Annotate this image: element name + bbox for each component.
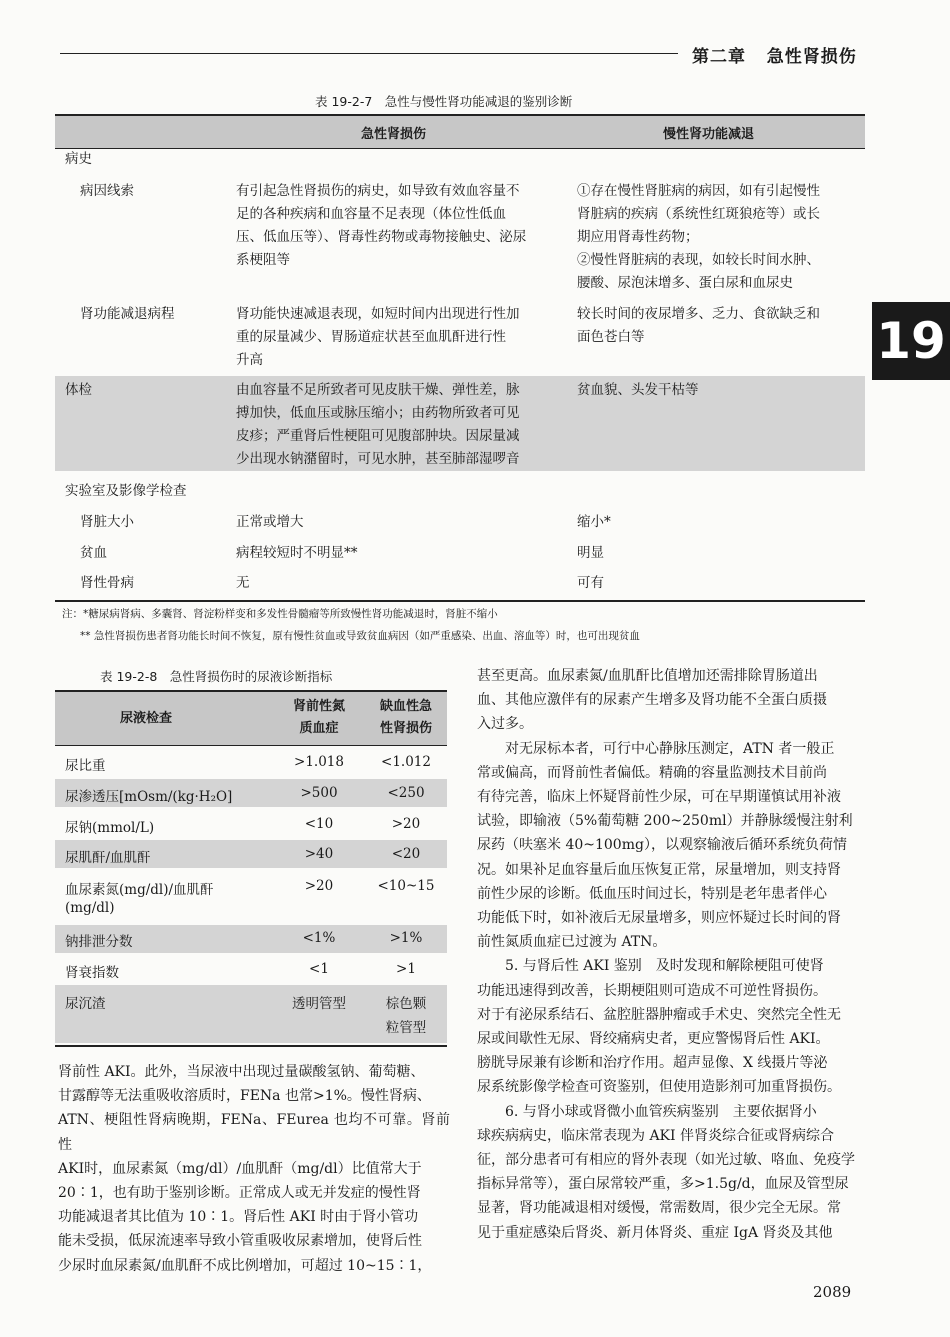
table2-row-a: <1 bbox=[309, 961, 329, 977]
table1-anemia-chronic: 明显 bbox=[577, 545, 604, 561]
text-line: 入过多。 bbox=[477, 716, 533, 733]
text-line: 肾脏病的疾病（系统性红斑狼疮等）或长 bbox=[577, 206, 820, 222]
text-line: 况。如果补足血容量后血压恢复正常，尿量增加，则支持肾 bbox=[477, 861, 841, 878]
text-line: ATN、梗阻性肾病晚期，FENa、FEurea 也均不可靠。肾前性 bbox=[58, 1112, 450, 1153]
table1-anemia-acute: 病程较短时不明显** bbox=[236, 545, 358, 561]
text-line: 肾前性 AKI。此外，当尿液中出现过量碳酸氢钠、葡萄糖、 bbox=[58, 1064, 425, 1080]
table1-exam-acute bbox=[236, 379, 561, 471]
text-line: 较长时间的夜尿增多、乏力、食欲缺乏和 bbox=[577, 306, 820, 322]
table2-row-label: 尿比重 bbox=[65, 758, 106, 774]
text-line: 见于重症感染后肾炎、新月体肾炎、重症 IgA 肾炎及其他 bbox=[477, 1224, 833, 1241]
running-header bbox=[692, 42, 857, 67]
table1-exam-chronic: 贫血貌、头发干枯等 bbox=[577, 382, 699, 398]
table2-caption: 表 19-2-8 急性肾损伤时的尿液诊断指标 bbox=[100, 669, 333, 684]
text-line: 系梗阻等 bbox=[236, 252, 290, 268]
table2-row-b-cont: 粒管型 bbox=[385, 1020, 427, 1036]
table2-h1: 尿液检查 bbox=[120, 711, 173, 726]
table2-row-b: <1.012 bbox=[381, 754, 431, 770]
table1-col-chronic: 慢性肾功能减退 bbox=[663, 127, 755, 142]
table2-row-b: 棕色颗 bbox=[385, 996, 427, 1012]
table2-row-a: 透明管型 bbox=[292, 996, 346, 1012]
text-line: 由血容量不足所致者可见皮肤干燥、弹性差，脉 bbox=[236, 382, 520, 398]
text-line: 指标异常等），蛋白尿常较严重，多>1.5g/d，血尿及管型尿 bbox=[477, 1176, 849, 1193]
table2-row-b: <20 bbox=[391, 846, 421, 862]
table2-row-label: 尿渗透压[mOsm/(kg·H₂O] bbox=[65, 789, 233, 805]
table1-caption: 表 19-2-7 急性与慢性肾功能减退的鉴别诊断 bbox=[315, 94, 573, 109]
table2-row-a: <10 bbox=[304, 816, 334, 832]
header-line: 缺血性急 bbox=[379, 699, 432, 714]
table2-h2 bbox=[274, 696, 364, 740]
table2-row-label-cont: (mg/dl) bbox=[65, 900, 115, 916]
table1-note-1: 注：*糖尿病肾病、多囊肾、肾淀粉样变和多发性骨髓瘤等所致慢性肾功能减退时，肾脏不缩小 bbox=[62, 608, 498, 620]
text-line: 功能低下时，如补液后无尿量增多，则应怀疑过长时间的肾 bbox=[477, 910, 841, 927]
table1-anemia-label: 贫血 bbox=[80, 545, 107, 561]
table1-bone-acute: 无 bbox=[236, 575, 250, 591]
text-line: 重的尿量减少、胃肠道症状甚至血肌酐进行性 bbox=[236, 329, 506, 345]
table2-row-b: >1% bbox=[389, 930, 423, 946]
header-rule bbox=[60, 53, 678, 54]
table2-row-b: <250 bbox=[387, 785, 425, 801]
text-line: 20∶1，也有助于鉴别诊断。正常成人或无并发症的慢性肾 bbox=[58, 1185, 421, 1202]
text-line: 甚至更高。血尿素氮/血肌酐比值增加还需排除胃肠道出 bbox=[477, 668, 818, 684]
table1-note-2: ** 急性肾损伤患者肾功能长时间不恢复，原有慢性贫血或导致贫血病因（如严重感染、出血、溶血等）时，也可出现贫血 bbox=[80, 630, 640, 642]
text-line: 功能减退者其比值为 10∶1。肾后性 AKI 时由于肾小管功 bbox=[58, 1209, 419, 1226]
text-line: 面色苍白等 bbox=[577, 329, 645, 345]
table2-row-label: 尿肌酐/血肌酐 bbox=[65, 850, 151, 866]
text-line: 5. 与肾后性 AKI 鉴别 及时发现和解除梗阻可使肾 bbox=[477, 958, 824, 975]
text-line: 搏加快，低血压或脉压缩小；由药物所致者可见 bbox=[236, 405, 520, 421]
text-line: 尿系统影像学检查可资鉴别，但使用造影剂可加重肾损伤。 bbox=[477, 1079, 841, 1096]
text-line: 显著，肾功能减退相对缓慢，常需数周，很少完全无尿。常 bbox=[477, 1200, 841, 1217]
table2-row-label: 钠排泄分数 bbox=[65, 934, 133, 950]
left-column-text bbox=[58, 1060, 450, 1278]
table1-course-label: 肾功能减退病程 bbox=[80, 306, 175, 322]
header-line: 性肾损伤 bbox=[379, 721, 432, 736]
text-line: ②慢性肾脏病的表现，如较长时间水肿、 bbox=[577, 252, 820, 268]
text-line: 足的各种疾病和血容量不足表现（体位性低血 bbox=[236, 206, 506, 222]
text-line: 能未受损，低尿流速率导致小管重吸收尿素增加，使肾后性 bbox=[58, 1233, 422, 1250]
table2-row-label: 血尿素氮(mg/dl)/血肌酐 bbox=[65, 882, 214, 898]
text-line: 皮疹；严重肾后性梗阻可见腹部肿块。因尿量减 bbox=[236, 428, 520, 444]
table2-row-a: >40 bbox=[304, 846, 334, 862]
text-line: AKI时，血尿素氮（mg/dl）/血肌酐（mg/dl）比值常大于 bbox=[58, 1160, 422, 1177]
text-line: 前性氮质血症已过渡为 ATN。 bbox=[477, 934, 667, 951]
table2-bottom-rule bbox=[55, 1045, 447, 1047]
right-column-text bbox=[477, 664, 865, 1245]
table2-row-a: >500 bbox=[300, 785, 338, 801]
text-line: 升高 bbox=[236, 352, 263, 368]
text-line: 对无尿标本者，可行中心静脉压测定，ATN 者一般正 bbox=[477, 740, 835, 757]
table2-row-b: >20 bbox=[391, 816, 421, 832]
table2-row-b: <10~15 bbox=[377, 878, 435, 894]
text-line: 期应用肾毒性药物； bbox=[577, 229, 699, 245]
header-line: 质血症 bbox=[299, 721, 339, 736]
table1-course-chronic bbox=[577, 303, 862, 349]
text-line: 征，部分患者可有相应的肾外表现（如光过敏、咯血、免疫学 bbox=[477, 1152, 855, 1169]
text-line: 球疾病病史，临床常表现为 AKI 伴肾炎综合征或肾病综合 bbox=[477, 1127, 834, 1144]
text-line: 功能迅速得到改善，长期梗阻则可造成不可逆性肾损伤。 bbox=[477, 982, 827, 999]
chapter-label: 第二章 bbox=[692, 47, 746, 67]
table1-cause-acute bbox=[236, 180, 561, 272]
table1-cause-chronic bbox=[577, 180, 862, 295]
text-line: 腰酸、尿泡沫增多、蛋白尿和血尿史 bbox=[577, 275, 793, 291]
text-line: 甘露醇等无法重吸收溶质时，FENa 也常>1%。慢性肾病、 bbox=[58, 1088, 431, 1105]
text-line: 少尿时血尿素氮/血肌酐不成比例增加，可超过 10~15∶1， bbox=[58, 1257, 432, 1274]
header-line: 肾前性氮 bbox=[292, 699, 345, 714]
table1-header bbox=[55, 114, 865, 149]
table1-kidney-label: 肾脏大小 bbox=[80, 514, 134, 530]
table1-cause-label: 病因线索 bbox=[80, 183, 134, 199]
table1-kidney-acute: 正常或增大 bbox=[236, 514, 304, 530]
table1-bone-chronic: 可有 bbox=[577, 575, 604, 591]
text-line: 前性少尿的诊断。低血压时间过长，特别是老年患者伴心 bbox=[477, 885, 827, 902]
table1-history-label: 病史 bbox=[65, 151, 92, 167]
chapter-tab: 19 bbox=[872, 302, 950, 380]
text-line: 少出现水钠潴留时，可见水肿，甚至肺部湿啰音 bbox=[236, 451, 520, 467]
text-line: 膀胱导尿兼有诊断和治疗作用。超声显像、X 线摄片等泌 bbox=[477, 1055, 828, 1072]
table2-row-label: 肾衰指数 bbox=[65, 965, 119, 981]
table2-row-b: >1 bbox=[396, 961, 416, 977]
text-line: 常或偏高，而肾前性者偏低。精确的容量监测技术目前尚 bbox=[477, 764, 827, 781]
table1-lab-label: 实验室及影像学检查 bbox=[65, 483, 187, 499]
page-number: 2089 bbox=[813, 1283, 852, 1301]
table1-exam-label: 体检 bbox=[65, 382, 92, 398]
text-line: 尿或间歇性无尿、肾绞痛病史者，更应警惕肾后性 AKI。 bbox=[477, 1031, 830, 1048]
text-line: 尿药（呋塞米 40~100mg），以观察输液后循环系统负荷情 bbox=[477, 837, 847, 854]
text-line: 有待完善，临床上怀疑肾前性少尿，可在早期谨慎试用补液 bbox=[477, 789, 841, 806]
text-line: ①存在慢性肾脏病的病因，如有引起慢性 bbox=[577, 183, 820, 199]
table2-row-a: >1.018 bbox=[294, 754, 344, 770]
table2-row-a: <1% bbox=[302, 930, 336, 946]
table2-row-a: >20 bbox=[304, 878, 334, 894]
chapter-title: 急性肾损伤 bbox=[766, 47, 857, 67]
table1-kidney-chronic: 缩小* bbox=[577, 514, 611, 530]
table1-bone-label: 肾性骨病 bbox=[80, 575, 134, 591]
table2-row-label: 尿沉渣 bbox=[65, 996, 106, 1012]
text-line: 对于有泌尿系结石、盆腔脏器肿瘤或手术史、突然完全性无 bbox=[477, 1006, 841, 1023]
table1-col-acute: 急性肾损伤 bbox=[361, 127, 427, 142]
text-line: 肾功能快速减退表现，如短时间内出现进行性加 bbox=[236, 306, 520, 322]
table2-h3 bbox=[365, 696, 447, 740]
table1-bottom-rule bbox=[55, 600, 865, 602]
text-line: 压、低血压等）、肾毒性药物或毒物接触史、泌尿 bbox=[236, 229, 527, 245]
text-line: 有引起急性肾损伤的病史，如导致有效血容量不 bbox=[236, 183, 520, 199]
text-line: 血、其他应激伴有的尿素产生增多及肾功能不全蛋白质摄 bbox=[477, 692, 827, 709]
text-line: 6. 与肾小球或肾微小血管疾病鉴别 主要依据肾小 bbox=[477, 1103, 817, 1120]
table1-course-acute bbox=[236, 303, 561, 372]
table2-row-label: 尿钠(mmol/L) bbox=[65, 820, 155, 836]
text-line: 试验，即输液（5%葡萄糖 200~250ml）并静脉缓慢注射利 bbox=[477, 813, 853, 830]
